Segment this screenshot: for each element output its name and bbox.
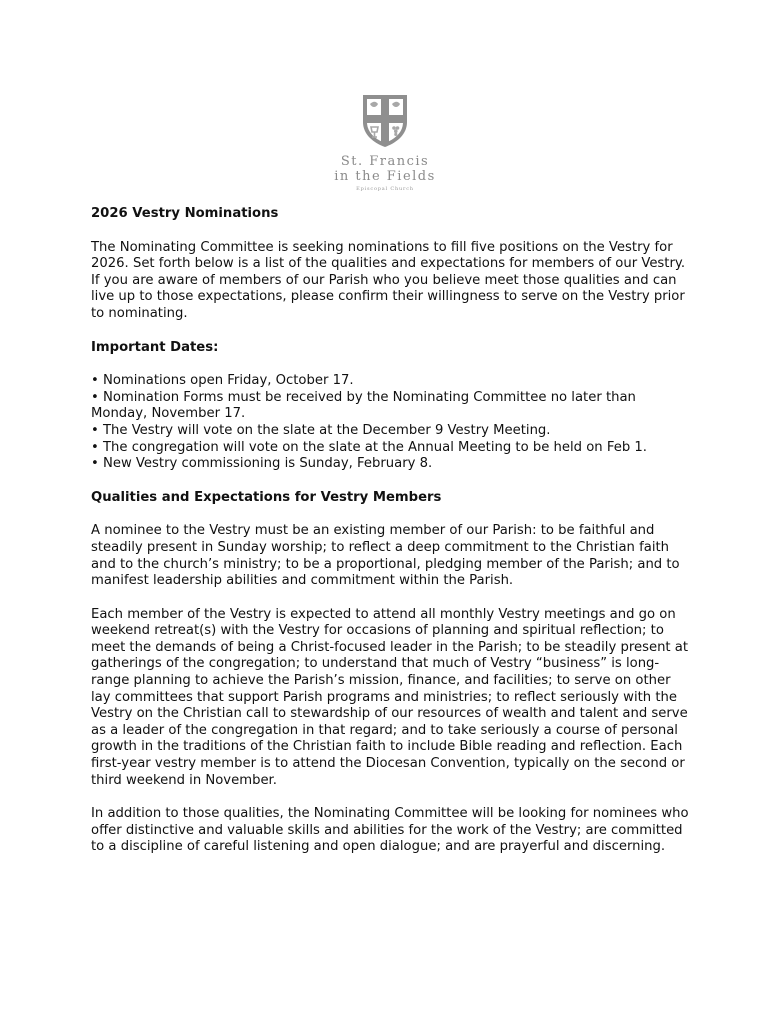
additional-qualities-paragraph: In addition to those qualities, the Nominating Committee will be looking for nominees who offer distinctive and valuable skills and abilities for the work of the Vestry; are committed to a discipline of careful listening and open dialogue; and are prayerful and discerning. — [91, 806, 689, 855]
logo-name-line1: St. Francis — [340, 154, 430, 169]
member-expectations-paragraph: Each member of the Vestry is expected to attend all monthly Vestry meetings and go on weekend retreat(s) with the Vestry for occasions of planning and spiritual reflection; to meet the demands of being a Christ-focused leader in the Parish; to be steadily present at gatherings of the congregation; to understand that much of Vestry “business” is long-range planning to achieve the Parish’s mission, finance, and facilities; to serve on other lay committees that support Parish programs and ministries; to reflect seriously with the Vestry on the Christian call to stewardship of our resources of wealth and talent and serve as a leader of the congregation in that regard; and to take seriously a course of personal growth in the traditions of the Christian faith to include Bible reading and reflection. Each first-year vestry member is to attend the Diocesan Convention, typically on the second or third weekend in November. — [91, 606, 689, 788]
logo-name-line2: in the Fields — [334, 169, 436, 184]
qualities-heading: Qualities and Expectations for Vestry Members — [91, 489, 442, 505]
list-item: • Nominations open Friday, October 17. — [91, 373, 354, 389]
church-logo — [0, 92, 770, 192]
dates-list — [91, 373, 691, 473]
list-item: • The Vestry will vote on the slate at the December 9 Vestry Meeting. — [91, 422, 551, 438]
intro-paragraph: The Nominating Committee is seeking nominations to fill five positions on the Vestry for 2026. Set forth below is a list of the qualities and expectations for members of our Vestry. If you are aware of members of our Parish who you believe meet those qualities and can live up to those expectations, please confirm their willingness to serve on the Vestry prior to nominating. — [91, 239, 686, 321]
logo-subtitle: Episcopal Church — [356, 186, 414, 192]
document-body — [91, 206, 691, 856]
dates-heading: Important Dates: — [91, 339, 219, 355]
nominee-requirements-paragraph: A nominee to the Vestry must be an existing member of our Parish: to be faithful and steadily present in Sunday worship; to reflect a deep commitment to the Christian faith and to the church’s ministry; to be a proportional, pledging member of the Parish; and to manifest leadership abilities and commitment within the Parish. — [91, 523, 680, 589]
page-title: 2026 Vestry Nominations — [91, 206, 279, 221]
list-item: • Nomination Forms must be received by the Nominating Committee no later than Monday, November 17. — [91, 389, 636, 422]
list-item: • The congregation will vote on the slate at the Annual Meeting to be held on Feb 1. — [91, 439, 647, 455]
shield-cross-icon — [360, 92, 410, 148]
list-item: • New Vestry commissioning is Sunday, February 8. — [91, 456, 433, 472]
